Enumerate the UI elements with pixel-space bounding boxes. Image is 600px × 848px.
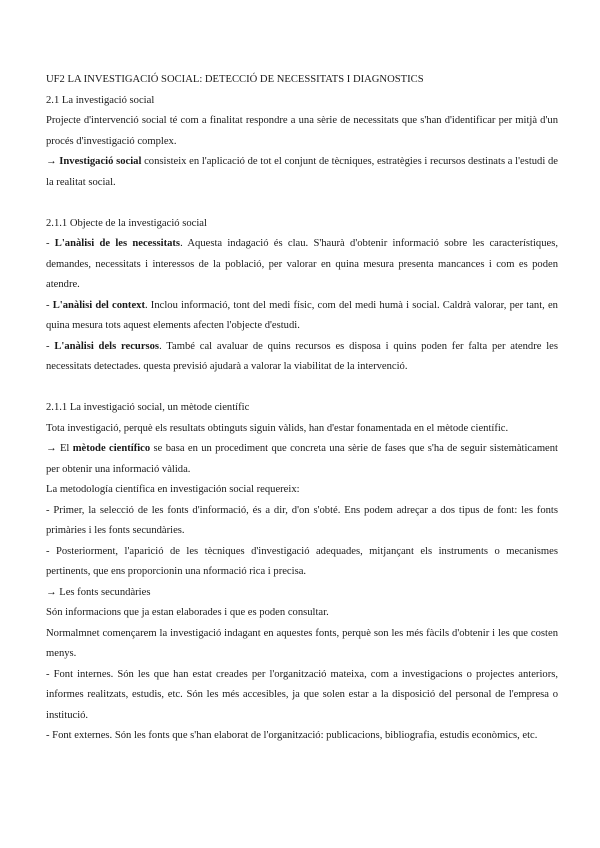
list-item	[46, 337, 558, 378]
item-text: . Inclou informació, tont del medi físic, com del medi humà i social. Caldrà valorar, per tant, en quina mesura tots aquest elements afecten l'objecte d'estudi.	[46, 299, 558, 331]
paragraph: Normalmnet començarem la investigació indagant en aquestes fonts, perquè son les més fàcils d'obtenir i les que costen menys.	[46, 627, 558, 659]
bullet: -	[46, 238, 55, 249]
method-term: mètode científico	[72, 443, 151, 454]
section-heading-scientific-method: 2.1.1 La investigació social, un mètode científic	[46, 402, 250, 413]
method-paragraph	[46, 439, 558, 480]
intro-paragraph: Projecte d'intervenció social té com a finalitat respondre a una sèrie de necessitats que s'han d'identificar per mitjà d'un procés d'investigació complex.	[46, 115, 558, 147]
subheading-secondary-sources: → Les fonts secundàries	[46, 586, 151, 598]
paragraph: La metodología científica en investigación social requereix:	[46, 484, 300, 495]
list-item	[46, 234, 558, 296]
definition-paragraph	[46, 152, 558, 193]
paragraph: - Font externes. Són les fonts que s'han elaborat de l'organització: publicacions, bibliografia, estudis econòmics, etc.	[46, 730, 538, 741]
item-term: L'anàlisi de les necessitats	[54, 238, 181, 249]
paragraph: - Font internes. Són les que han estat creades per l'organització mateixa, com a investigacions o projectes anteriors, informes realitzats, estudis, etc. Són les més accesibles, ja que solen estar a la disposició del personal de l'empresa o institució.	[46, 668, 558, 721]
section-heading-2-1-1: 2.1.1 Objecte de la investigació social	[46, 217, 207, 229]
document-title: UF2 LA INVESTIGACIÓ SOCIAL: DETECCIÓ DE NECESSITATS I DIAGNOSTICS	[46, 74, 424, 85]
paragraph: Són informacions que ja estan elaborades i que es poden consultar.	[46, 607, 329, 618]
item-text: . Aquesta indagació és clau. S'haurà d'obtenir informació sobre les característiques, demandes, necessitats i interessos de la població, per valorar en quina mesura presenta mancances i com es poden atendre.	[46, 238, 558, 290]
list-item	[46, 296, 558, 337]
bullet: -	[46, 340, 55, 352]
section-heading-2-1: 2.1 La investigació social	[46, 94, 155, 106]
item-term: L'anàlisi del context	[52, 299, 145, 311]
paragraph: - Posteriorment, l'aparició de les tècniques d'investigació adequades, mitjançant els instruments o mecanismes pertinents, que ens proporcionin una nformació rica i precisa.	[46, 545, 558, 577]
item-term: L'anàlisi dels recursos	[54, 340, 160, 352]
paragraph: Tota investigació, perquè els resultats obtinguts siguin vàlids, han d'estar fonamentada en el mètode científic.	[46, 422, 509, 434]
method-text: se basa en un procediment que concreta una sèrie de fases que s'ha de seguir sistemàticament per obtenir una informació vàlida.	[46, 443, 558, 475]
item-text: . També cal avaluar de quins recursos es disposa i quins poden fer falta per atendre les necessitats detectades. questa previsió ajudarà a valorar la viabilitat de la intervenció.	[46, 340, 558, 372]
document-page	[46, 70, 558, 747]
definition-term: Investigació social	[59, 156, 142, 167]
definition-text: consisteix en l'aplicació de tot el conjunt de tècniques, estratègies i recursos destinats a l'estudi de la realitat social.	[46, 156, 558, 188]
arrow-prefix: → El	[46, 443, 73, 454]
bullet: -	[46, 299, 53, 311]
arrow-prefix: →	[46, 156, 60, 167]
paragraph: - Primer, la selecció de les fonts d'informació, és a dir, d'on s'obté. Ens podem adreçar a dos tipus de font: les fonts primàries i les fonts secundàries.	[46, 504, 558, 536]
